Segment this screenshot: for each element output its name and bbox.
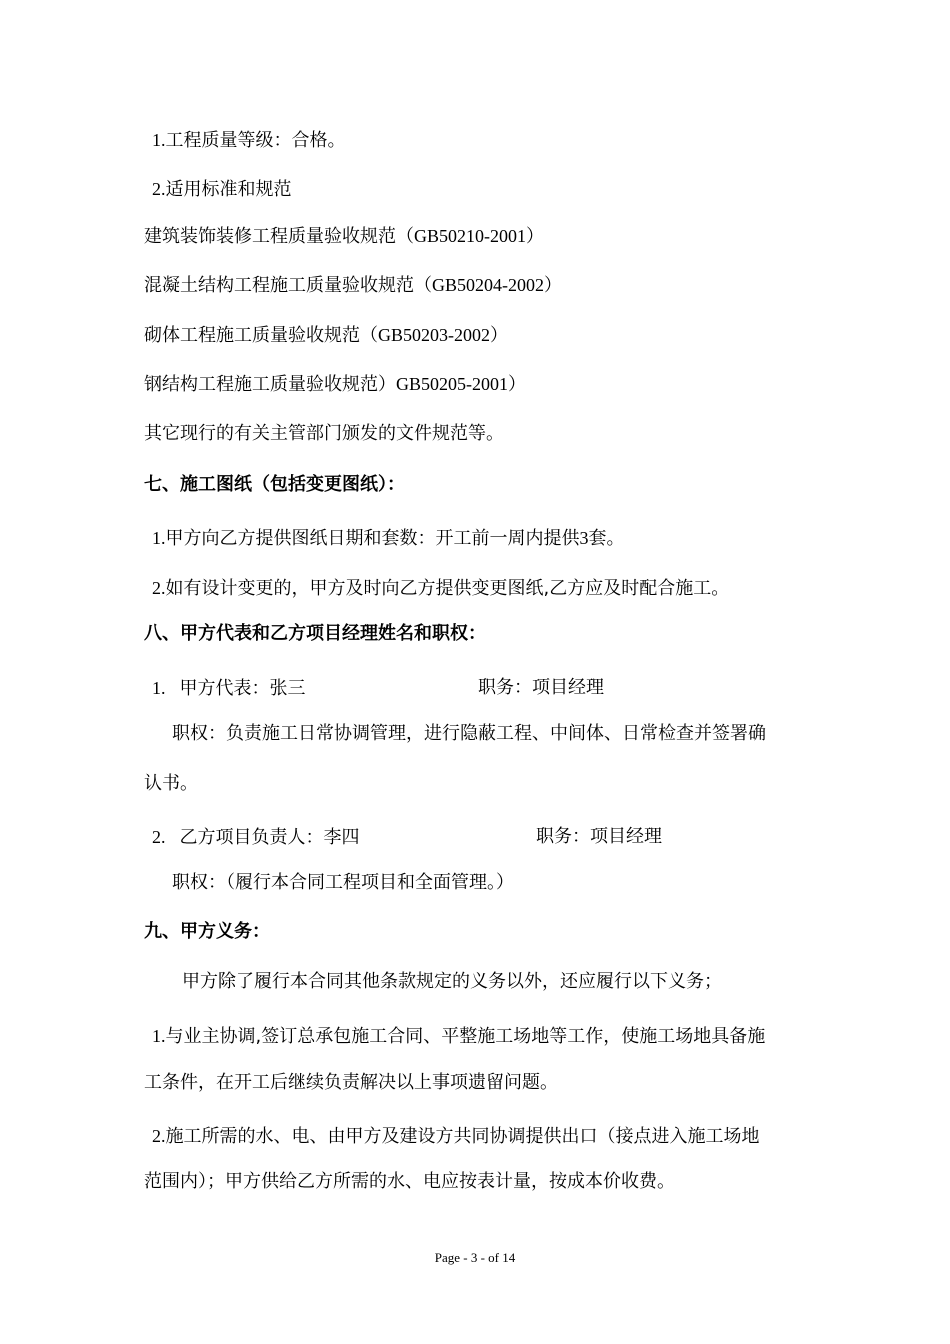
paragraph-text: 职权：（履行本合同工程项目和全面管理。） (172, 872, 514, 893)
obligation-item-2 (152, 1124, 760, 1149)
item-text: 甲方向乙方提供图纸日期和套数：开工前一周内提供 (165, 528, 580, 549)
standard-name: 建筑装饰装修工程质量验收规范（ (144, 226, 414, 247)
drawings-item-1 (152, 526, 625, 551)
drawings-item-2 (152, 576, 729, 601)
paragraph-text: 甲方除了履行本合同其他条款规定的义务以外，还应履行以下义务； (182, 971, 722, 992)
standard-line (144, 224, 544, 249)
item-number: 2. (152, 578, 166, 598)
item-number: 1. (152, 528, 166, 548)
paragraph-text: 范围内）；甲方供给乙方所需的水、电应按表计量，按成本价收费。 (144, 1171, 675, 1192)
page-number-footer: Page - 3 - of 14 (434, 1250, 516, 1265)
item-text: 如有设计变更的，甲方及时向乙方提供变更图纸,乙方应及时配合施工。 (165, 578, 730, 599)
standard-code: GB50210-2001 (414, 226, 526, 246)
item-number: 2. (152, 179, 166, 199)
party-a-position: 职务：项目经理 (478, 677, 604, 698)
standard-tail: ） (544, 275, 562, 296)
paragraph-text: 职权：负责施工日常协调管理，进行隐蔽工程、中间体、日常检查并签署确 (172, 723, 766, 744)
item-text: 适用标准和规范 (165, 179, 292, 200)
item-text: 工程质量等级：合格。 (165, 130, 346, 151)
section-heading-representatives: 八、甲方代表和乙方项目经理姓名和职权： (144, 623, 486, 644)
standard-name: 混凝土结构工程施工质量验收规范（ (144, 275, 432, 296)
section-heading-obligations: 九、甲方义务： (144, 921, 270, 942)
paragraph-text: 工条件，在开工后继续负责解决以上事项遗留问题。 (144, 1072, 558, 1093)
paragraph-text: 认书。 (144, 773, 198, 794)
item-quantity: 3 (579, 528, 589, 548)
party-a-rep-item (152, 676, 306, 701)
party-b-manager-item (152, 825, 360, 850)
standard-line (144, 273, 562, 298)
item-text: 施工所需的水、电、由甲方及建设方共同协调提供出口（接点进入施工场地 (165, 1126, 760, 1147)
quality-level-item (152, 128, 346, 153)
standard-name: 钢结构工程施工质量验收规范） (144, 374, 396, 395)
item-number: 1. (152, 1026, 166, 1046)
item-tail: 套。 (588, 528, 625, 549)
item-number: 2. (152, 1126, 166, 1146)
item-number: 1. (152, 130, 166, 150)
party-b-position: 职务：项目经理 (536, 826, 662, 847)
standard-line (144, 372, 526, 397)
section-heading-drawings: 七、施工图纸（包括变更图纸）： (144, 474, 405, 495)
obligation-item-1 (152, 1024, 765, 1049)
item-number: 1. (152, 678, 166, 698)
item-text: 与业主协调,签订总承包施工合同、平整施工场地等工作，使施工场地具备施 (165, 1026, 766, 1047)
standards-item (152, 177, 292, 202)
standard-code: GB50203-2002 (378, 325, 490, 345)
standard-tail: ） (526, 226, 544, 247)
standard-code: GB50205-2001 (396, 374, 508, 394)
standard-line (144, 323, 508, 348)
item-number: 2. (152, 827, 166, 847)
item-text: 甲方代表：张三 (179, 678, 306, 699)
item-text: 乙方项目负责人：李四 (179, 827, 360, 848)
standard-tail: ） (490, 325, 508, 346)
paragraph-text: 其它现行的有关主管部门颁发的文件规范等。 (144, 423, 504, 444)
standard-name: 砌体工程施工质量验收规范（ (144, 325, 378, 346)
standard-code: GB50204-2002 (432, 275, 544, 295)
standard-tail: ） (508, 374, 526, 395)
